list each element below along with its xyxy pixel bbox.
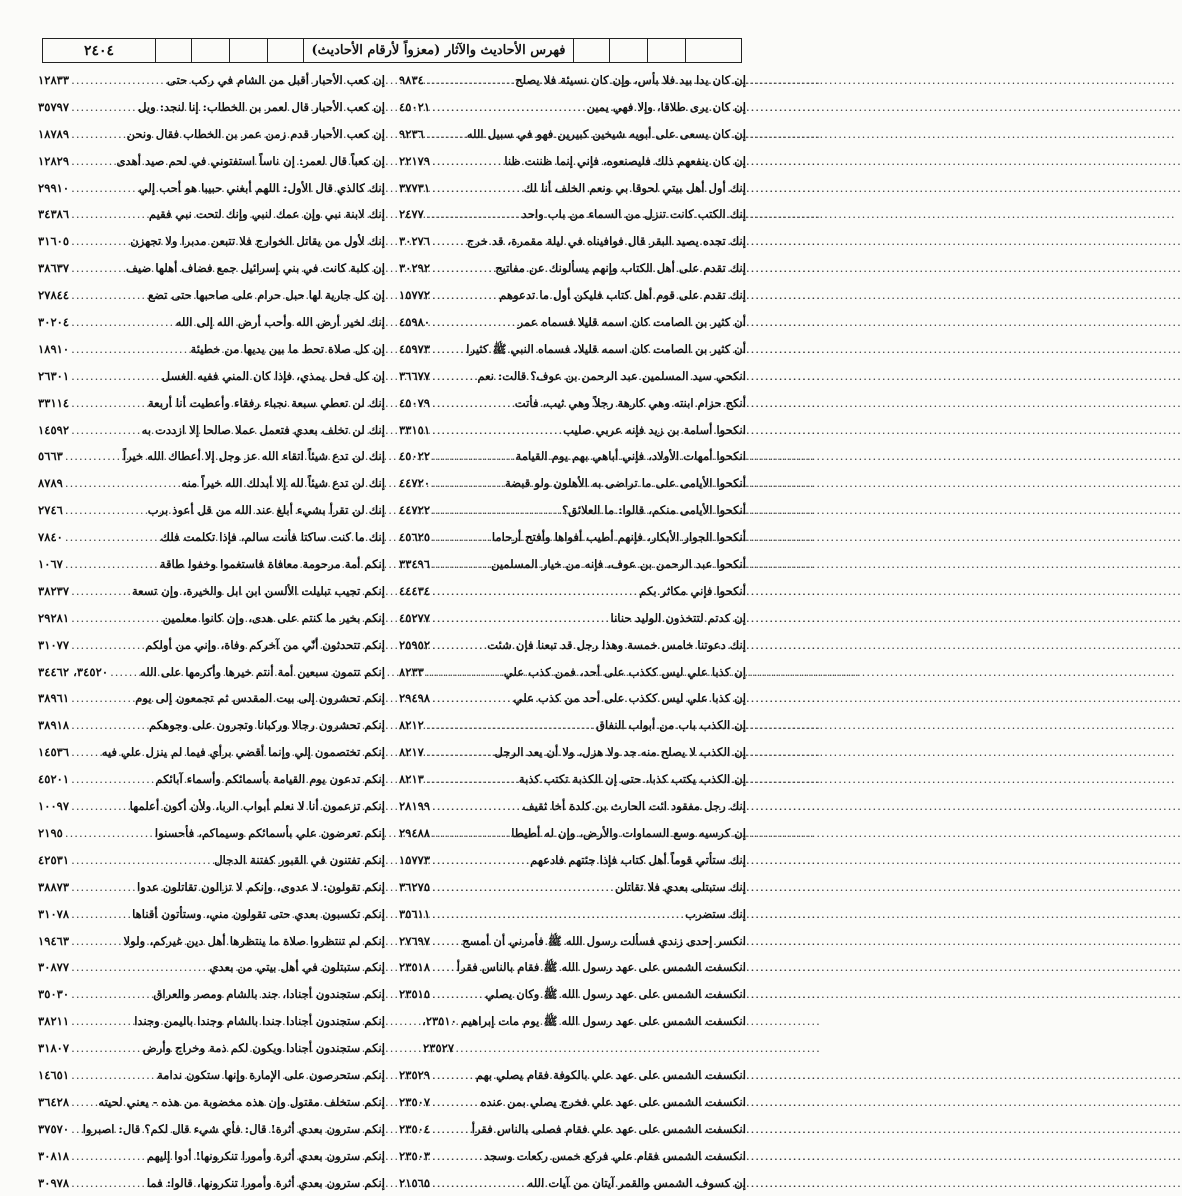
entry-text: إنك رجل مفقود ائت الحارث بن كلدة أخا ثقيف: [522, 799, 746, 814]
entry-text: إنك ستأتي قوماً أهل كتاب فإذا جئتهم فادعهم: [530, 852, 746, 867]
dot-leader: [71, 94, 138, 121]
entry-number: ١٥٧٧٢: [399, 288, 431, 303]
entry-number: ٣٦٢٧٥: [399, 879, 431, 894]
entry-number: ١٢٨٣٣: [38, 73, 70, 87]
entry-text: إنكم تجيب تبليلت الألسن ابن ابل والخيرة، وإن تسعة: [131, 583, 385, 598]
entry-number: ٤٥٠٢٢: [399, 449, 431, 464]
entry-number: ٣٥٠٣٠: [38, 987, 70, 1002]
entry-number: ٢٣٥٢٩: [399, 1067, 431, 1082]
entry-number: ٣١٠٧٧: [38, 637, 70, 652]
dot-leader: [71, 417, 142, 444]
dot-leader: [71, 1143, 147, 1170]
entry-text: إنك لن تقرأ بشيء أبلغ عند الله من قل أعوذ برب: [147, 503, 385, 518]
entry-text: إنك الكتب كانت تنزل من السماء من باب واحد: [521, 207, 746, 222]
dot-leader: [65, 470, 181, 497]
dot-leader: [65, 443, 123, 470]
entry-number: ٣٨٦٣٧: [38, 261, 70, 276]
entry-number: ٢٩٤٩٨: [399, 691, 431, 706]
entry-text: إن كان يدا بيد فلا بأس، وإن كان نسيئة فلا يصلح: [515, 73, 746, 87]
dot-leader: [71, 175, 139, 202]
entry-number: ٣١٨٠٧: [38, 1041, 70, 1056]
entry-text: انكحوا أسامة بن زيد فإنه عربي صليب: [563, 422, 746, 437]
entry-number: ٢٩٢٨١: [38, 610, 70, 625]
entry-text: إن الكذب لا يصلح منه جد ولا هزل، ولا أن يعد الرجل: [494, 745, 746, 760]
entry-text: إنكم تدعون يوم القيامة بأسمائكم وأسماء آبائكم: [155, 772, 385, 787]
entry-text: إن الكذب يكتب كذبا، حتى إن الكذبة تكتب كذبة: [518, 772, 746, 787]
index-entry: [38, 121, 385, 148]
entry-text: أنكحوا الأيامى منكم، قالوا: ما العلائق؟: [562, 503, 746, 518]
dot-leader: [71, 739, 102, 766]
entry-text: إن كل صلاة تحط ما بين يديها من خطيئة: [190, 341, 385, 356]
entry-number: ٤٤٤٣٤: [399, 583, 431, 598]
entry-number: ٢٣٥٠٤: [399, 1121, 431, 1136]
entry-number: ٣٨٢١١: [38, 1014, 70, 1029]
dot-leader: [71, 282, 148, 309]
entry-number: ٨٢١٣: [399, 772, 424, 787]
dot-leader: [71, 1089, 98, 1116]
entry-text: أنكحوا فإني مكاثر بكم: [639, 583, 746, 598]
dot-leader: [71, 632, 145, 659]
index-entry: [38, 659, 385, 686]
entry-text: إن كعب الأحبار قدم زمن عمر بن الخطاب فقال ونحن: [126, 126, 385, 141]
header-empty-cell: [229, 39, 267, 62]
index-entry: [38, 874, 385, 901]
index-entry: [38, 954, 385, 981]
entry-number: ٧٨٤٠: [38, 530, 63, 545]
entry-number: ٤٤٧٢٠: [399, 476, 431, 491]
index-entry: [38, 497, 385, 524]
entry-text: إن كلبة كانت في بني إسرائيل جمع فضاف أهلها ضيف: [125, 261, 385, 276]
index-entry: [38, 1008, 385, 1035]
entry-text: إن كذبا علي ليس ككذب على أحد من كذب علي: [513, 691, 746, 706]
entry-number: ٣٠٨٧٧: [38, 960, 70, 975]
index-entry: [38, 1089, 385, 1116]
entry-text: إنك لن تدع شيئاً اتقاء الله عز وجل إلا أعطاك الله خيراً: [122, 449, 385, 464]
entry-number: ٣٠٢٩٢: [399, 261, 431, 276]
index-entry: [38, 847, 385, 874]
dot-leader: [71, 255, 126, 282]
entry-text: إنكم سترون بعدي أثرة وأمورا تنكرونها، قالوا: فما: [146, 1175, 385, 1190]
entry-text: أن كثير بن الصامت كان اسمه قليلا فسماه عمر: [517, 315, 746, 330]
entry-number: ٢٣٥١٥: [399, 987, 431, 1002]
entry-number: ٢١٩٥: [38, 825, 63, 840]
page-number: ٢٤٠٤: [83, 42, 115, 59]
entry-number: ٣٣١٥١: [399, 422, 431, 437]
entry-number: ٣١٦٠٥: [38, 234, 70, 249]
dot-leader: [65, 497, 148, 524]
entry-number: ١٨٧٨٩: [38, 126, 70, 141]
entry-text: إن كعب الأحبار قال لعمر بن الخطاب: إنا لنجد: ويل: [138, 99, 385, 114]
index-entry: [38, 201, 385, 228]
entry-text: أنكحوا عبد الرحمن بن عوف، فإنه من خيار المسلمين: [491, 557, 746, 572]
entry-text: إنك لن تعطي سبعة نجباء رفقاء وأعطيت أنا أربعة: [147, 395, 385, 410]
dot-leader: [71, 981, 153, 1008]
index-entry: [38, 148, 385, 175]
entry-number: ٣٨٢٣٧: [38, 583, 70, 598]
entry-number: ٣٠٨١٨: [38, 1148, 70, 1163]
dot-leader: [71, 228, 130, 255]
entry-number: ٢٧٨٤٤: [38, 288, 70, 303]
entry-number: ٢٦٣٠١: [38, 368, 70, 383]
entry-text: إنكم تختصمون إلي وإنما أقضي برأي فيما لم ينزل علي فيه: [101, 745, 385, 760]
entry-number: ٤٥٩٨٠: [399, 315, 431, 330]
entry-number: ١٨٩١٠: [38, 341, 70, 356]
entry-text: أنكح حزام ابنته وهي كارهة رجلاً وهي ثيب، فأتت: [514, 395, 746, 410]
dot-leader: [71, 1035, 143, 1062]
entry-text: انكحي سيد المسلمين عبد الرحمن بن عوف؟ قالت: نعم: [477, 368, 746, 383]
entry-text: إن كدتم لتتخذون الوليد حنانا: [610, 610, 746, 625]
header-empty-cell: [647, 39, 685, 62]
entry-number: ٣٠٢٧٦: [399, 234, 431, 249]
entry-text: إنكم ستجندون أجنادا، جند بالشام ومصر والعراق: [153, 987, 385, 1002]
dot-leader: [71, 148, 116, 175]
dot-leader: [71, 605, 162, 632]
dot-leader: [110, 659, 140, 686]
dot-leader: [71, 309, 176, 336]
entry-number: ٣٨٨٧٣: [38, 879, 70, 894]
dot-leader: [71, 578, 132, 605]
entry-text: انكسفت الشمس على عهد رسول الله ﷺ وكان يصلي: [485, 987, 746, 1002]
entry-text: أنكحوا الجوار الأبكار، فإنهم أطيب أفواها وأفتح أرحاما: [491, 530, 746, 545]
header-empty-cell: [609, 39, 647, 62]
entry-number: ٤٢٥٣١: [38, 852, 70, 867]
entry-text: إنكم تقولون: لا عدوى، وإنكم لا تزالون تقاتلون عدوا: [137, 879, 385, 894]
entry-text: أنكحوا الأيامى على ما تراضى به الأهلون ولو قبضة: [505, 476, 746, 491]
dot-leader: [71, 1116, 83, 1143]
entry-number: ٢٨١٩٩: [399, 799, 431, 814]
index-entry: [38, 551, 385, 578]
entry-number: ٤٥٢٠١: [38, 772, 70, 787]
entry-text: انكسر إحدى زندي فسألت رسول الله ﷺ فأمرني أن أمسح: [462, 933, 746, 948]
dot-leader: [71, 201, 149, 228]
entry-text: انكسفت الشمس فقام علي فركع خمس ركعات وسجد: [483, 1148, 746, 1163]
index-entry: [38, 282, 385, 309]
dot-leader: [71, 1008, 134, 1035]
entry-text: إنكم لم تنتظروا صلاة ما ينتظرها أهل دين غيركم، ولولا: [123, 933, 385, 948]
index-columns: [38, 67, 746, 1190]
entry-text: إنك تقدم على قوم أهل كتاب فليكن أول ما تدعوهم: [499, 288, 746, 303]
entry-text: إنكم تفتنون في القبور كفتنة الدجال: [214, 852, 385, 867]
entry-text: إنكم ستجندون أجنادا ويكون لكم ذمة وخراج وأرض: [142, 1041, 385, 1056]
index-entry: [38, 309, 385, 336]
entry-text: انكسفت الشمس على عهد علي فقام فصلى بالناس فقرأ: [471, 1121, 746, 1136]
index-entry: [38, 820, 385, 847]
entry-text: إن كان ينفعهم ذلك فليصنعوه، فإني إنما ظننت ظنا: [504, 153, 746, 168]
dot-leader: [71, 363, 162, 390]
index-entry: [38, 766, 385, 793]
entry-number: ٤٥٦٢٥: [399, 530, 431, 545]
index-entry: [38, 928, 385, 955]
entry-number: ٣٣١١٤: [38, 395, 70, 410]
entry-number: ٣٥٦١١: [399, 906, 431, 921]
entry-number: ٤٥٢٧٧: [399, 610, 431, 625]
index-entry: [38, 739, 385, 766]
entry-text: إنكم تحشرون إلى بيت المقدس ثم تجمعون إلى يوم: [135, 691, 385, 706]
entry-text: انكسفت الشمس على عهد رسول الله ﷺ يوم مات إبراهيم ٢٣٥١٠،: [421, 1014, 746, 1029]
index-entry: [38, 632, 385, 659]
index-entry: [38, 1143, 385, 1170]
dot-leader: [65, 820, 155, 847]
index-entry: [38, 1116, 385, 1143]
index-entry: [38, 470, 385, 497]
entry-text: إنك لابنة نبي وإن عمك لنبي وإنك لتحت نبي فقيم: [148, 207, 385, 222]
entry-number: ٥٦٦٣: [38, 449, 63, 464]
entry-text: انكسفت الشمس على عهد رسول الله ﷺ فقام بالناس فقرأ: [456, 960, 746, 975]
dot-leader: [71, 954, 209, 981]
entry-continuation: ٢٣٥٢٧: [423, 1041, 455, 1056]
entry-number: ٢٩٩١٠: [38, 180, 70, 195]
entry-text: إن الكذب باب من أبواب النفاق: [596, 718, 746, 733]
entry-number: ١٤٦٥١: [38, 1067, 70, 1082]
index-entry: [38, 94, 385, 121]
entry-number: ٢١٥٦٥: [399, 1175, 431, 1190]
entry-text: إن كذبا علي ليس ككذب على أحد، فمن كذب علي: [503, 664, 746, 679]
entry-text: إنكم ستجندون أجنادا جندا بالشام وجندا باليمن وجندا: [134, 1014, 385, 1029]
entry-text: إنكم ستخلف مقتول وإن هذه مخضوبة من هذه - يعني لحيته: [98, 1094, 385, 1109]
entry-text: إنكم تتحدثون أنّي من آخركم وفاة، وإني من أولكم: [145, 637, 385, 652]
dot-leader: [71, 1170, 147, 1196]
index-entry: [38, 685, 385, 712]
entry-text: إنكم سترون بعدي أثرة! قال: فأي شيء قال لكم؟ قال: اصبروا: [82, 1121, 385, 1136]
entry-number: ٣١٠٧٨: [38, 906, 70, 921]
entry-number: ٣٤٥٢٠، ٣٤٤٦٢: [38, 664, 109, 679]
dot-leader: [71, 67, 167, 94]
entry-text: إنك لأول من يقاتل الخوارج فلا تتبعن مدبرا ولا تجهزن: [130, 234, 385, 249]
index-entry: [38, 417, 385, 444]
entry-text: إنك دعوتنا خامس خمسة وهذا رجل قد تبعنا فإن شئت: [487, 637, 746, 652]
index-entry: [38, 390, 385, 417]
index-entry: [38, 605, 385, 632]
entry-text: إنكم ستحرصون على الإمارة وإنها ستكون ندامة: [157, 1067, 385, 1082]
entry-number: ٢٣٥٠٣: [399, 1148, 431, 1163]
dot-leader: [65, 524, 161, 551]
index-entry: [38, 443, 385, 470]
entry-text: إن كان يسعى على أبويه شيخين كبيرين فهو في سبيل الله: [466, 126, 746, 141]
entry-number: ٨٢٣٣: [399, 664, 424, 679]
entry-number: ٢٥٩٥٢: [399, 637, 431, 652]
entry-text: إنك تقدم على أهل الكتاب وإنهم يسألونك عن مفاتيح: [495, 261, 746, 276]
index-entry: [38, 1035, 385, 1062]
entry-number: ٤٤٧٢٢: [399, 503, 431, 518]
header-empty-cell: [573, 39, 609, 62]
header-empty-cell: [155, 39, 191, 62]
entry-number: ١٩٤٦٣: [38, 933, 70, 948]
entry-number: ١٠٠٩٧: [38, 799, 70, 814]
left-column: [38, 67, 385, 1190]
entry-text: إنك كالذي قال الأول: اللهم أبغني حبيبا هو أحب إلي: [138, 180, 385, 195]
entry-number: ١٥٧٧٣: [399, 852, 431, 867]
entry-text: انكسفت الشمس على عهد علي فخرج يصلي بمن عنده: [480, 1094, 746, 1109]
dot-leader: [71, 766, 155, 793]
entry-number: ٨٧٨٩: [38, 476, 63, 491]
entry-number: ٣٣٤٩٦: [399, 557, 431, 572]
page-header: [42, 38, 742, 63]
entry-text: إن كان يرى طلاقا، وإلا فهي يمين: [586, 99, 746, 114]
index-entry: [38, 255, 385, 282]
entry-number: ٤٥٠٧٩: [399, 395, 431, 410]
entry-number: ٩٨٣٤: [399, 73, 424, 87]
entry-number: ٢٢١٧٩: [399, 153, 431, 168]
entry-text: إن كرسيه وسع السماوات والأرض، وإن له أطيطا: [511, 825, 746, 840]
dot-leader: [71, 793, 130, 820]
entry-text: إنك ما كنت ساكتا فأنت سالم، فإذا تكلمت فلك: [160, 530, 385, 545]
entry-number: ٣٨٩١٨: [38, 718, 70, 733]
entry-number: ٣٧٥٧٠: [38, 1121, 70, 1136]
entry-text: إن كسوف الشمس والقمر آيتان من آيات الله: [527, 1175, 746, 1190]
entry-number: ٢٧٤٦: [38, 503, 63, 518]
index-entry: [38, 363, 385, 390]
header-empty-cell: [267, 39, 303, 62]
entry-text: إنكم تحشرون رجالا وركبانا وتجرون على وجوهكم: [149, 718, 385, 733]
page-title: فهرس الأحاديث والآثار (معزواً لأرقام الأحاديث): [303, 39, 573, 62]
entry-text: إنك لخير أرض الله وأحب أرض الله إلى الله: [175, 315, 385, 330]
entry-text: إن كعباً قال لعمر: إن ناساً استفتوني في لحم صيد أهدى: [116, 153, 385, 168]
entry-text: إنكم أمة مرحومة معافاة فاستغموا وخفوا طاقة: [159, 557, 385, 572]
index-entry: [38, 901, 385, 928]
index-entry: [38, 228, 385, 255]
entry-text: إن كل فحل يمذي، فإذا كان المني ففيه الغسل: [161, 368, 385, 383]
entry-text: إنك لن تدع شيئاً لله إلا أبدلك الله خيراً منه: [181, 476, 385, 491]
dot-leader: [71, 685, 135, 712]
index-entry: [38, 524, 385, 551]
entry-number: ٤٥٩٧٣: [399, 341, 431, 356]
entry-number: ٣٤٣٨٦: [38, 207, 70, 222]
entry-text: إن كعب الأحبار أقبل من الشام في ركب حتى: [166, 73, 385, 87]
dot-leader: [71, 336, 190, 363]
entry-text: انكسفت الشمس على عهد علي بالكوفة فقام يصلي بهم: [475, 1067, 746, 1082]
entry-number: ٢٩٤٨٨: [399, 825, 431, 840]
entry-text: إنكم تزعمون أنا لا نعلم أبواب الربا، ولأن أكون أعلمها: [129, 799, 385, 814]
entry-number: ٢٤٧٧: [399, 207, 424, 222]
entry-number: ١٤٥٣٦: [38, 745, 70, 760]
entry-number: ٣٦٦٧٧: [399, 368, 431, 383]
dot-leader: [65, 551, 160, 578]
index-entry: [38, 712, 385, 739]
index-entry: [38, 981, 385, 1008]
entry-text: إنكم سترون بعدي أثرة وأمورا تنكرونها! أدوا إليهم: [146, 1148, 385, 1163]
entry-number: ٨٢١٢: [399, 718, 424, 733]
entry-text: انكحوا أمهات الأولاد، فإني أباهي بهم يوم القيامة: [515, 449, 746, 464]
entry-number: ٣٧٧٣١: [399, 180, 431, 195]
dot-leader: [71, 1062, 157, 1089]
entry-text: إنكم تتمون سبعين أمة أنتم خيرها وأكرمها على الله: [140, 664, 385, 679]
index-entry: [38, 578, 385, 605]
entry-text: إن كل جارية لها حبل حرام على صاحبها حتى تضع: [147, 288, 385, 303]
entry-text: إنك ستضرب: [685, 906, 746, 921]
entry-number: ٢٣٥١٨: [399, 960, 431, 975]
entry-number: ٤٥٠٢١: [399, 99, 431, 114]
dot-leader: [71, 874, 137, 901]
entry-text: إنكم تكسبون بعدي حتى تقولون مني، وستأتون أقناها: [132, 906, 385, 921]
entry-number: ١٤٥٩٢: [38, 422, 70, 437]
header-empty-cell: [191, 39, 229, 62]
index-entry: [38, 1062, 385, 1089]
entry-number: ٣٨٩٦١: [38, 691, 70, 706]
entry-text: إنك أول أهل بيتي لحوقا بي ونعم الخلف أنا لك: [523, 180, 746, 195]
dot-leader: [71, 390, 148, 417]
entry-number: ٣٦٤٢٨: [38, 1094, 70, 1109]
index-entry: [38, 1170, 385, 1196]
index-entry: [38, 336, 385, 363]
entry-number: ٢٧٦٩٧: [399, 933, 431, 948]
entry-text: إنك ستبتلى بعدي فلا تقاتلن: [614, 879, 746, 894]
dot-leader: [71, 901, 132, 928]
entry-text: أن كثير بن الصامت كان اسمه قليلا، فسماه النبي ﷺ كثيرا: [466, 341, 746, 356]
index-entry: [38, 67, 385, 94]
index-entry: [38, 175, 385, 202]
entry-text: إنكم تعرضون علي بأسمائكم وسيماكم، فأحسنوا: [154, 825, 385, 840]
index-entry: [38, 793, 385, 820]
dot-leader: [71, 928, 123, 955]
entry-number: ٢٣٥٠٧: [399, 1094, 431, 1109]
entry-text: إنك تجده يصيد البقر قال فوافيناه في ليلة مقمرة، قد خرج: [466, 234, 746, 249]
entry-number: ٣٠٢٠٤: [38, 315, 70, 330]
entry-text: إنكم ستبتلون في أهل بيتي من بعدي: [209, 960, 385, 975]
header-empty-cell: [685, 39, 741, 62]
dot-leader: [71, 121, 126, 148]
entry-text: إنك لن تخلف بعدي فتعمل عملا صالحا إلا ازددت به: [141, 422, 385, 437]
entry-number: ١٠٦٧: [38, 557, 63, 572]
entry-number: ٣٥٧٩٧: [38, 99, 70, 114]
entry-number: ٨٢١٧: [399, 745, 424, 760]
entry-number: ٣٠٩٧٨: [38, 1175, 70, 1190]
entry-text: إنكم بخير ما كنتم على هدى، وإن كانوا معلمين: [162, 610, 385, 625]
dot-leader: [71, 712, 149, 739]
dot-leader: [71, 847, 214, 874]
entry-number: ١٢٨٢٩: [38, 153, 70, 168]
entry-number: ٩٢٣٦: [399, 126, 424, 141]
